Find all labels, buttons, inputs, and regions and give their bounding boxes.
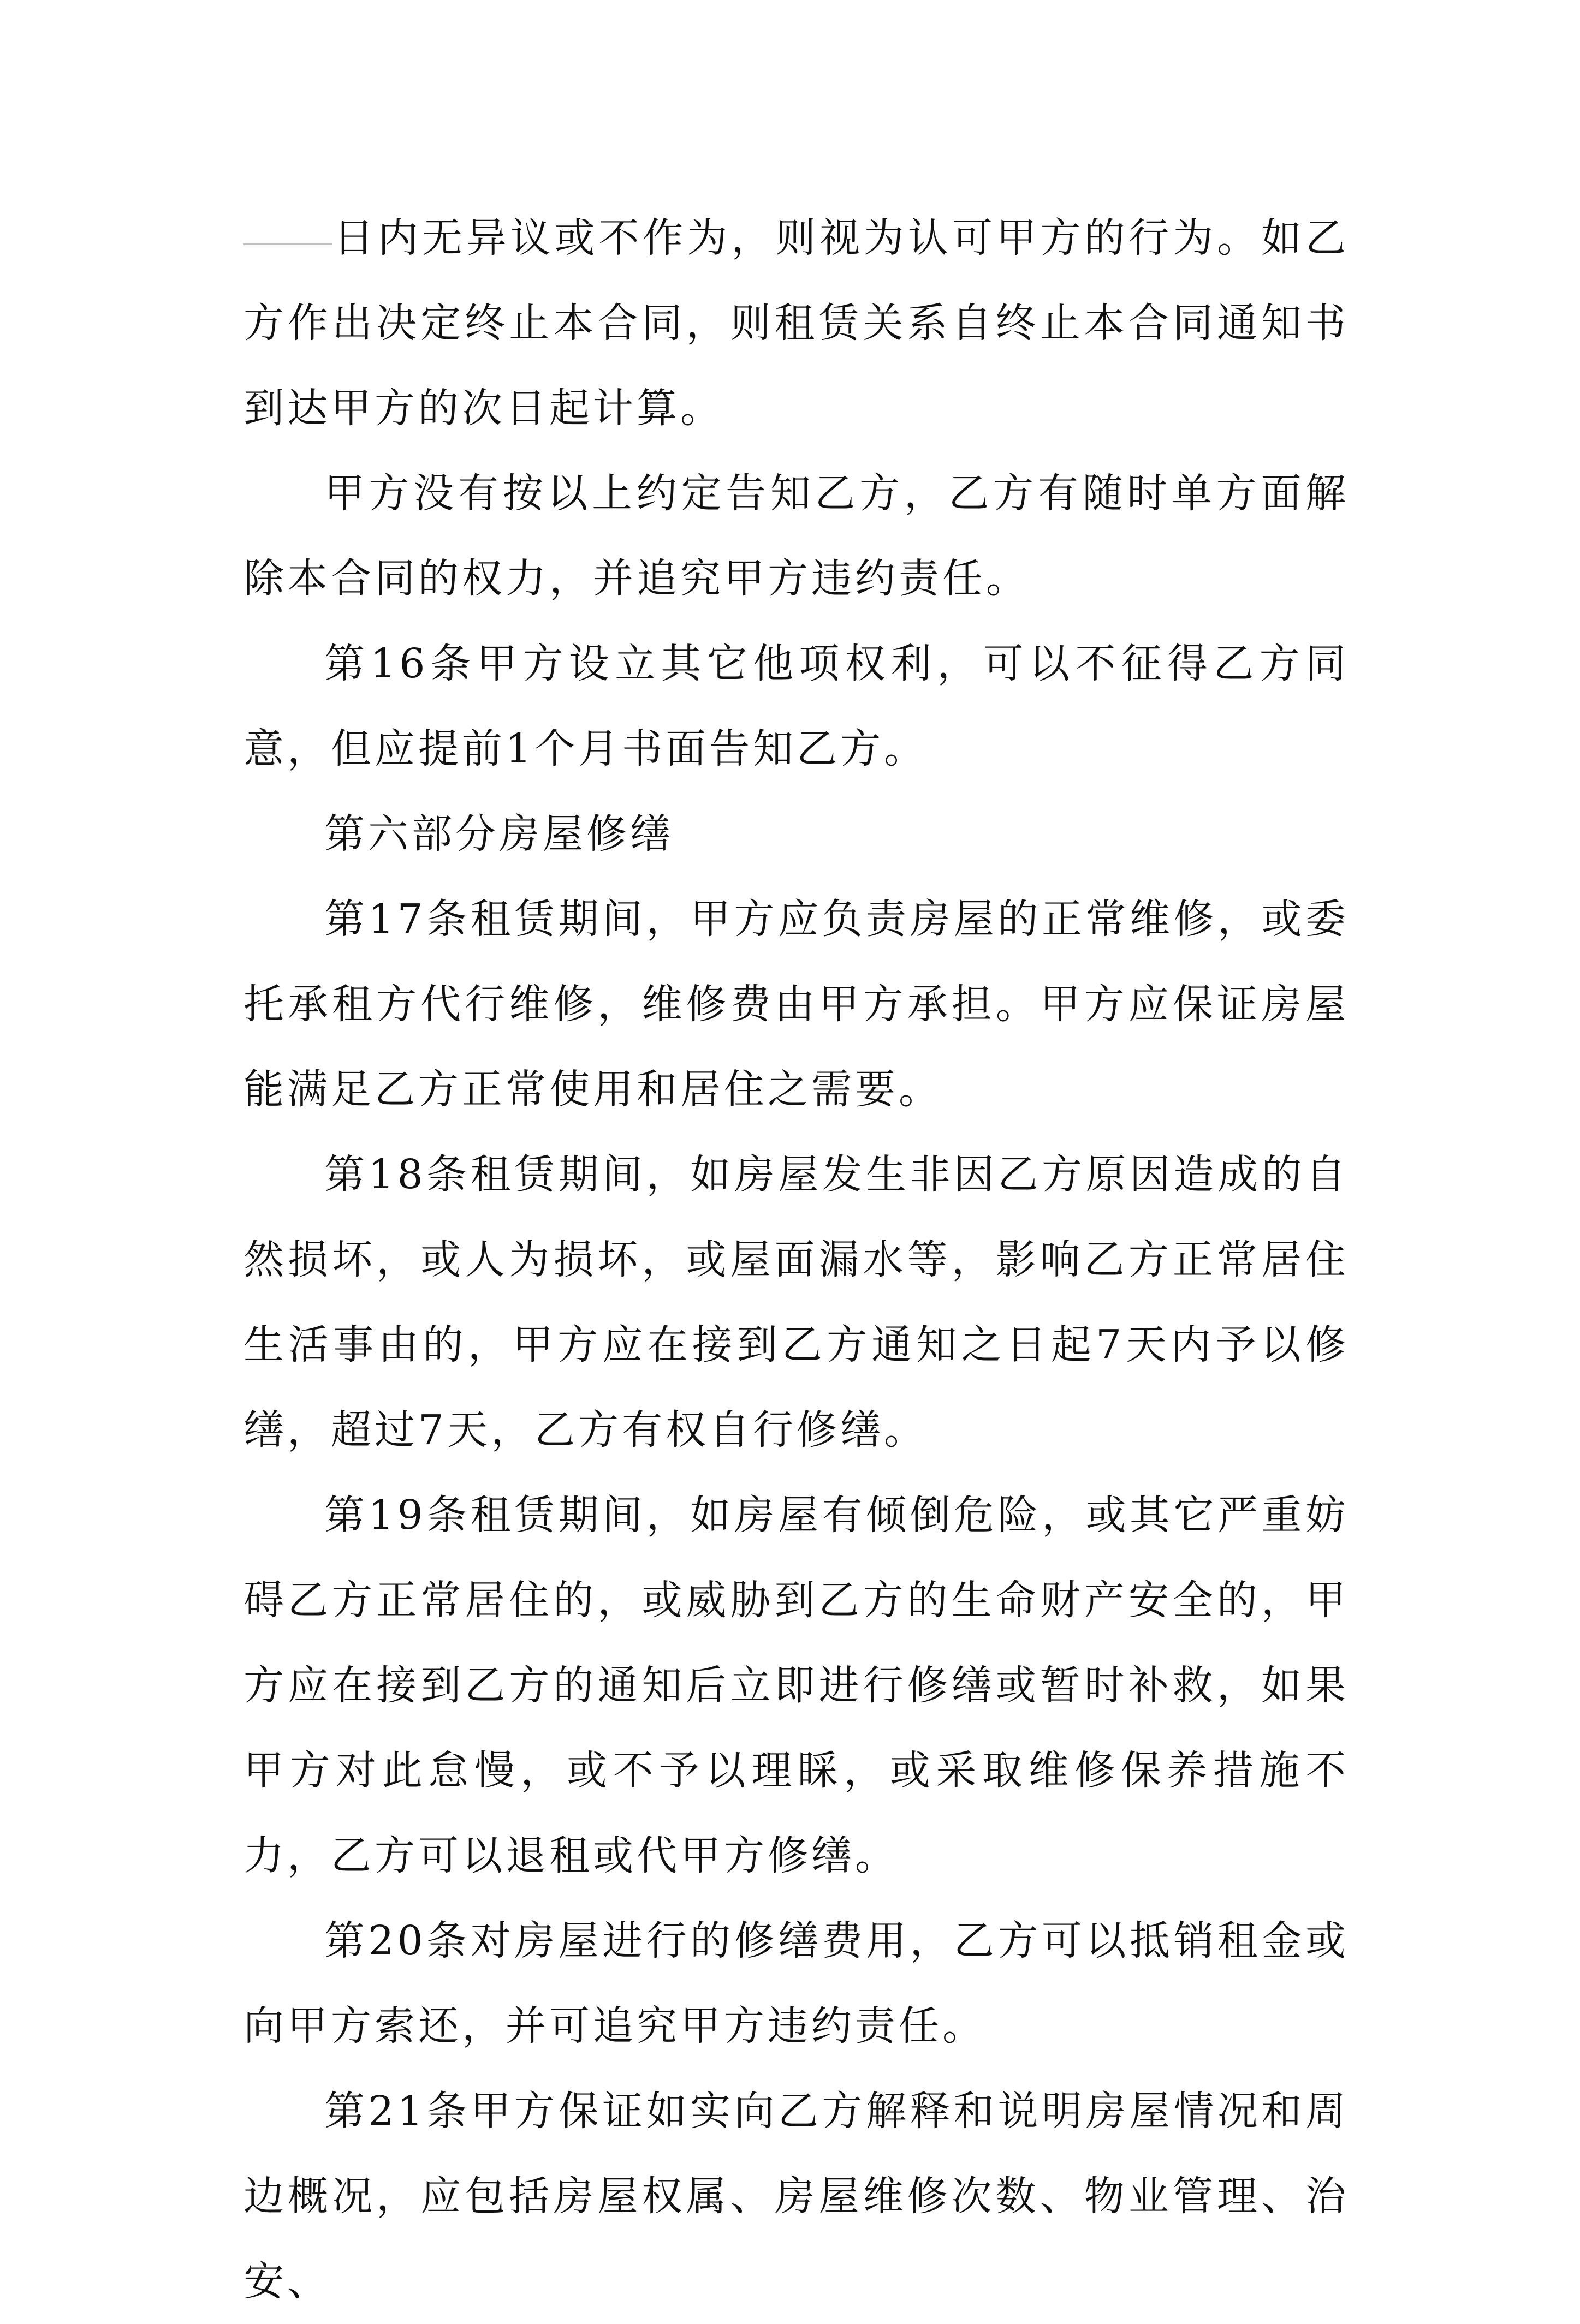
document-body	[243, 195, 1349, 2324]
paragraph-article-16: 第16条甲方设立其它他项权利，可以不征得乙方同意，但应提前1个月书面告知乙方。	[243, 640, 1349, 772]
paragraph-1-text: 日内无异议或不作为，则视为认可甲方的行为。如乙方作出决定终止本合同，则租赁关系自终止本合同通知书到达甲方的次日起计算。	[243, 214, 1349, 432]
paragraph-article-18: 第18条租赁期间，如房屋发生非因乙方原因造成的自然损坏，或人为损坏，或屋面漏水等，影响乙方正常居住生活事由的，甲方应在接到乙方通知之日起7天内予以修缮，超过7天，乙方有权自行修缮。	[243, 1151, 1349, 1453]
blank-underline	[243, 243, 332, 245]
paragraph-article-19: 第19条租赁期间，如房屋有倾倒危险，或其它严重妨碍乙方正常居住的，或威胁到乙方的生命财产安全的，甲方应在接到乙方的通知后立即进行修缮或暂时补救，如果甲方对此怠慢，或不予以理睬，或采取维修保养措施不力，乙方可以退租或代甲方修缮。	[243, 1492, 1349, 1879]
paragraph-1	[243, 195, 1349, 451]
paragraph-article-17: 第17条租赁期间，甲方应负责房屋的正常维修，或委托承租方代行维修，维修费由甲方承担。甲方应保证房屋能满足乙方正常使用和居住之需要。	[243, 896, 1349, 1113]
paragraph-2: 甲方没有按以上约定告知乙方，乙方有随时单方面解除本合同的权力，并追究甲方违约责任。	[243, 470, 1349, 602]
paragraph-article-21: 第21条甲方保证如实向乙方解释和说明房屋情况和周边概况，应包括房屋权属、房屋维修次数、物业管理、治安、	[243, 2088, 1349, 2305]
paragraph-article-20: 第20条对房屋进行的修缮费用，乙方可以抵销租金或向甲方索还，并可追究甲方违约责任。	[243, 1917, 1349, 2049]
section-heading-part-6: 第六部分房屋修缮	[324, 811, 674, 857]
